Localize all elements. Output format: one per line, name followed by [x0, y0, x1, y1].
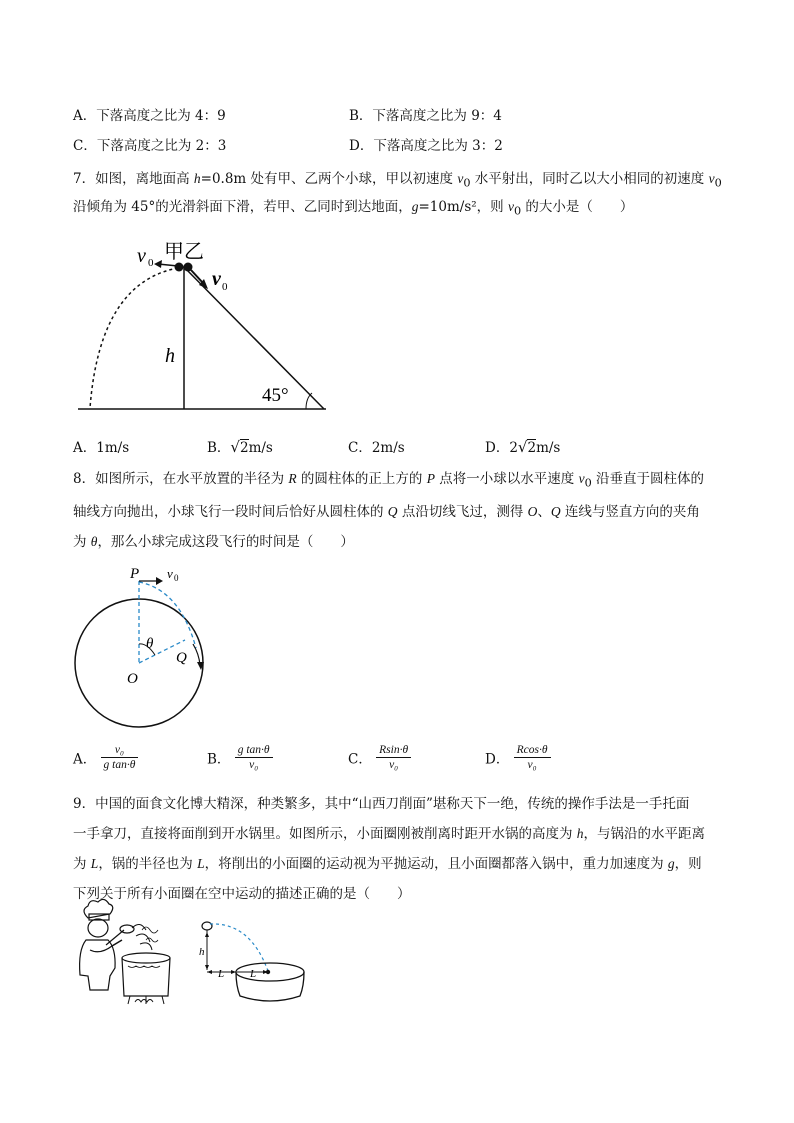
q8-option-c: C． $\frac{Rsin\cdot\theta}{\text{v₀}}$	[348, 744, 411, 771]
q7-stem-line2: 沿倾角为 45°的光滑斜面下滑，若甲、乙同时到达地面，g=10m/s²，则 $v_0$ 的大小是（ ）	[73, 199, 634, 218]
label-angle: 45°	[262, 385, 289, 406]
label-v0-right-sub: 0	[222, 281, 228, 293]
q7-stem-line1: 7．如图，离地面高 h=0.8m 处有甲、乙两个小球，甲以初速度 $v_0$ 水平射出，同时乙以大小相同的初速度 $v_0$	[73, 171, 722, 190]
q8-stem-line3: 为 θ，那么小球完成这段飞行的时间是（ ）	[73, 534, 354, 550]
q8-stem-line1: 8．如图所示，在水平放置的半径为 R 的圆柱体的正上方的 P 点将一小球以水平速度 $v_0$ 沿垂直于圆柱体的	[73, 471, 705, 490]
q9-stem-line2: 一手拿刀，直接将面削到开水锅里。如图所示，小面圈刚被削离时距开水锅的高度为 h，与锅沿的水平距离	[73, 826, 706, 842]
pot-center	[266, 970, 270, 974]
q9-stem-line3: 为 L，锅的半径也为 L，将削出的小面圈的运动视为平抛运动，且小面圈都落入锅中，重力加速度为 g，则	[73, 856, 702, 872]
q6-option-a: A．下落高度之比为 4：9	[73, 108, 226, 124]
label-v0-sub: 0	[174, 573, 179, 583]
label-L1: L	[218, 968, 225, 980]
q7-option-c: C．2m/s	[348, 440, 405, 456]
label-v0-left: v	[137, 245, 146, 267]
q7-option-a: A．1m/s	[73, 440, 130, 456]
q8-option-d: D． $\frac{Rcos\cdot\theta}{\text{v₀}}$	[485, 744, 551, 771]
label-h: h	[199, 946, 205, 958]
q9-stem-line4: 下列关于所有小面圈在空中运动的描述正确的是（ ）	[73, 886, 411, 902]
pot-body	[236, 972, 304, 1001]
label-Q: Q	[176, 650, 187, 666]
q8-stem-line2: 轴线方向抛出，小球飞行一段时间后恰好从圆柱体的 Q 点沿切线飞过，测得 O、Q 连线与竖直方向的夹角	[73, 504, 700, 520]
q6-option-c: C．下落高度之比为 2：3	[73, 138, 227, 154]
noodle-loop	[202, 922, 212, 930]
label-jia-yi: 甲乙	[164, 241, 204, 263]
q6-option-b: B．下落高度之比为 9：4	[349, 108, 502, 124]
q6-option-d: D．下落高度之比为 3：2	[349, 138, 503, 154]
label-P: P	[130, 566, 140, 582]
label-v0-left-sub: 0	[148, 257, 154, 269]
label-theta: θ	[146, 636, 154, 652]
q8-option-a: A． $\frac{\text{v₀}}{\text{g tan·θ}}$	[73, 744, 138, 771]
q7-option-d: D．2√2m/s	[485, 438, 561, 456]
label-v0: v	[167, 566, 173, 581]
label-h: h	[165, 345, 175, 367]
q9-stem-line1: 9．中国的面食文化博大精深，种类繁多，其中“山西刀削面”堪称天下一绝，传统的操作手法是一手托面	[73, 796, 690, 812]
label-O: O	[127, 671, 138, 687]
label-v0-right: v	[212, 268, 221, 290]
label-L2: L	[250, 968, 257, 980]
q8-option-b: B． $\frac{\text{g tan·θ}}{\text{v₀}}$	[207, 744, 273, 771]
q7-option-b: B．√2m/s	[207, 438, 273, 456]
